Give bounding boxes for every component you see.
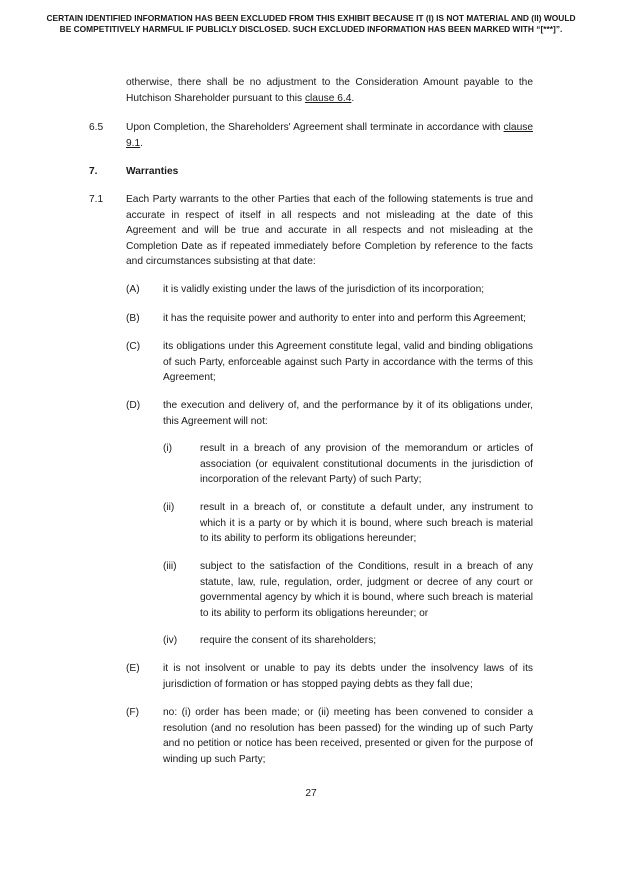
- item-d-label: (D): [126, 400, 141, 411]
- sub-ii-label: (ii): [163, 502, 175, 513]
- section-7-number: 7.: [89, 166, 98, 177]
- item-f-label: (F): [126, 707, 140, 718]
- sub-ii-text: result in a breach of, or constitute a default under, any instrument to which it is a party or by which it is bound, where such breach is material to its ability to perform its obligations hereunder;: [200, 502, 533, 544]
- clause-7-1-number: 7.1: [89, 194, 104, 205]
- item-f-text: no: (i) order has been made; or (ii) meeting has been convened to consider a resolution (and no resolution has been passed) for the winding up of such Party and no petition or notice has been received, presented or given for the purpose of winding up such Party;: [163, 707, 533, 765]
- item-c-label: (C): [126, 341, 141, 352]
- sub-iv-text: require the consent of its shareholders;: [200, 635, 377, 646]
- item-a-label: (A): [126, 284, 140, 295]
- sub-iii-text: subject to the satisfaction of the Conditions, result in a breach of any statute, law, rule, regulation, order, judgment or decree of any court or governmental agency by which it is bound, where such breach is material to its ability to perform its obligations hereunder; or: [200, 561, 533, 619]
- item-c-text: its obligations under this Agreement constitute legal, valid and binding obligations of such Party, enforceable against such Party in accordance with the terms of this Agreement;: [163, 341, 533, 383]
- sub-i-label: (i): [163, 443, 173, 454]
- item-a-text: it is validly existing under the laws of the jurisdiction of its incorporation;: [163, 284, 485, 295]
- confidentiality-header: [20, 13, 602, 35]
- sub-i-text: result in a breach of any provision of the memorandum or articles of association (or equivalent constitutional documents in the jurisdiction of incorporation of the relevant Party) of such Party;: [200, 443, 533, 485]
- item-e-text: it is not insolvent or unable to pay its debts under the insolvency laws of its jurisdiction of formation or has stopped paying debts as they fall due;: [163, 663, 533, 690]
- sub-iii-label: (iii): [163, 561, 177, 572]
- clause-9-1-reference[interactable]: clause 9.1: [126, 122, 533, 149]
- item-d-text: the execution and delivery of, and the performance by it of its obligations under, this Agreement will not:: [163, 400, 533, 427]
- section-7-title: Warranties: [126, 166, 179, 177]
- clause-6-5-number: 6.5: [89, 122, 104, 133]
- page-number: 27: [305, 788, 317, 799]
- item-b-text: it has the requisite power and authority to enter into and perform this Agreement;: [163, 313, 526, 324]
- item-e-label: (E): [126, 663, 140, 674]
- header-line-2: BE COMPETITIVELY HARMFUL IF PUBLICLY DISCLOSED. SUCH EXCLUDED INFORMATION HAS BEEN MARKED WITH “[***]”.: [59, 24, 563, 34]
- header-line-1: CERTAIN IDENTIFIED INFORMATION HAS BEEN EXCLUDED FROM THIS EXHIBIT BECAUSE IT (I) IS NOT MATERIAL AND (II) WOULD: [46, 13, 576, 23]
- clause-7-1-text: Each Party warrants to the other Parties that each of the following statements is true and accurate in respect of itself in all respects and not misleading at the date of this Agreement and will be true and accurate in all respects and not misleading at the Completion Date as if repeated immediately before Completion by reference to the facts and circumstances subsisting at that date:: [126, 194, 533, 267]
- sub-iv-label: (iv): [163, 635, 178, 646]
- continuation-paragraph: otherwise, there shall be no adjustment to the Consideration Amount payable to the Hutchison Shareholder pursuant to this clause 6.4.: [126, 77, 533, 104]
- clause-6-4-reference[interactable]: clause 6.4: [304, 92, 352, 104]
- item-b-label: (B): [126, 313, 140, 324]
- clause-6-5-text: Upon Completion, the Shareholders' Agreement shall terminate in accordance with clause 9.1.: [126, 122, 533, 149]
